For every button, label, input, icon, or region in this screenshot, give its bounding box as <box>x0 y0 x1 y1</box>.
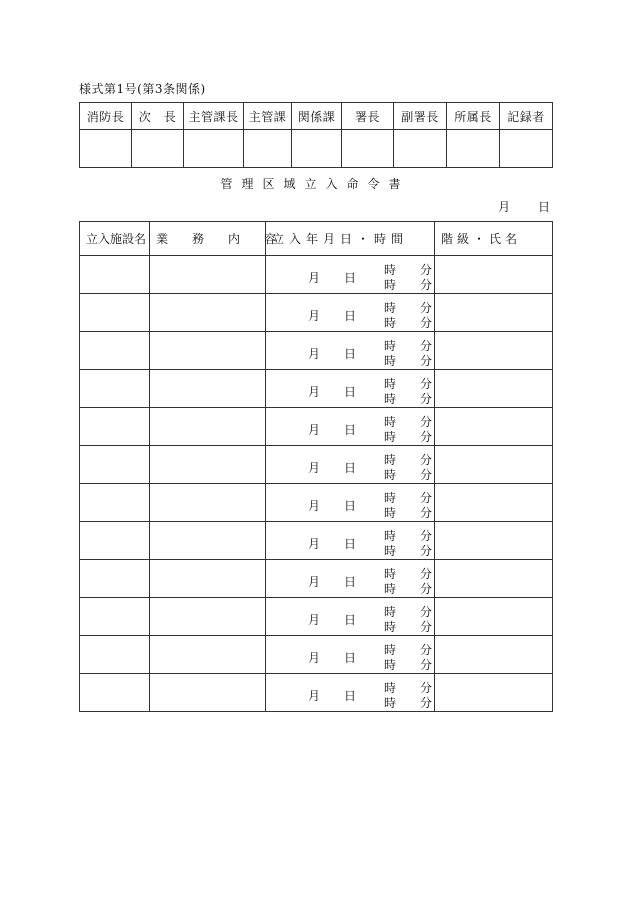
month-label: 月 <box>308 309 321 323</box>
header-facility: 立入施設名 <box>80 222 150 256</box>
end-minute-label: 分 <box>420 468 433 482</box>
month-label: 月 <box>308 499 321 513</box>
approval-header: 主管課長 <box>184 103 244 130</box>
entry-table <box>79 221 553 712</box>
table-row <box>80 598 553 636</box>
start-minute-label: 分 <box>420 301 433 315</box>
start-minute-label: 分 <box>420 643 433 657</box>
datetime-cell[interactable] <box>266 332 435 370</box>
rank-name-cell[interactable] <box>435 446 553 484</box>
work-cell[interactable] <box>150 294 266 332</box>
start-hour-label: 時 <box>384 681 397 695</box>
rank-name-cell[interactable] <box>435 256 553 294</box>
start-hour-label: 時 <box>384 453 397 467</box>
approval-header: 副署長 <box>394 103 447 130</box>
approval-table <box>79 102 553 168</box>
datetime-cell[interactable] <box>266 256 435 294</box>
start-minute-label: 分 <box>420 491 433 505</box>
end-minute-label: 分 <box>420 620 433 634</box>
work-cell[interactable] <box>150 484 266 522</box>
approval-header: 関係課 <box>292 103 342 130</box>
datetime-cell[interactable] <box>266 560 435 598</box>
table-row <box>80 294 553 332</box>
start-minute-label: 分 <box>420 567 433 581</box>
rank-name-cell[interactable] <box>435 294 553 332</box>
facility-cell[interactable] <box>80 522 150 560</box>
end-minute-label: 分 <box>420 582 433 596</box>
start-minute-label: 分 <box>420 681 433 695</box>
end-minute-label: 分 <box>420 354 433 368</box>
start-minute-label: 分 <box>420 339 433 353</box>
end-minute-label: 分 <box>420 658 433 672</box>
stamp-cell[interactable] <box>184 130 244 168</box>
issue-date <box>474 198 550 215</box>
table-row <box>80 446 553 484</box>
approval-header: 署長 <box>342 103 394 130</box>
month-label: 月 <box>308 651 321 665</box>
end-hour-label: 時 <box>384 696 397 710</box>
month-label: 月 <box>308 347 321 361</box>
stamp-cell[interactable] <box>394 130 447 168</box>
start-hour-label: 時 <box>384 605 397 619</box>
facility-cell[interactable] <box>80 484 150 522</box>
start-hour-label: 時 <box>384 643 397 657</box>
day-label: 日 <box>344 309 357 323</box>
stamp-cell[interactable] <box>292 130 342 168</box>
approval-header: 記録者 <box>500 103 553 130</box>
end-minute-label: 分 <box>420 506 433 520</box>
month-label: 月 <box>308 537 321 551</box>
work-cell[interactable] <box>150 636 266 674</box>
table-row <box>80 256 553 294</box>
day-label: 日 <box>344 347 357 361</box>
end-minute-label: 分 <box>420 278 433 292</box>
approval-header-row <box>80 103 553 130</box>
day-label: 日 <box>344 613 357 627</box>
start-hour-label: 時 <box>384 491 397 505</box>
rank-name-cell[interactable] <box>435 636 553 674</box>
facility-cell[interactable] <box>80 446 150 484</box>
header-datetime: 立入年月日・時間 <box>266 222 435 256</box>
approval-header: 次 長 <box>132 103 184 130</box>
facility-cell[interactable] <box>80 598 150 636</box>
start-hour-label: 時 <box>384 567 397 581</box>
end-minute-label: 分 <box>420 696 433 710</box>
rank-name-cell[interactable] <box>435 408 553 446</box>
day-label: 日 <box>344 575 357 589</box>
work-cell[interactable] <box>150 408 266 446</box>
month-label: 月 <box>308 613 321 627</box>
work-cell[interactable] <box>150 370 266 408</box>
approval-header: 主管課 <box>244 103 292 130</box>
rank-name-cell[interactable] <box>435 598 553 636</box>
day-label: 日 <box>344 499 357 513</box>
month-label: 月 <box>308 271 321 285</box>
datetime-cell[interactable] <box>266 522 435 560</box>
rank-name-cell[interactable] <box>435 674 553 712</box>
rank-name-cell[interactable] <box>435 370 553 408</box>
month-label: 月 <box>308 575 321 589</box>
day-label: 日 <box>344 461 357 475</box>
end-hour-label: 時 <box>384 620 397 634</box>
approval-stamp-row <box>80 130 553 168</box>
day-label: 日 <box>344 537 357 551</box>
end-hour-label: 時 <box>384 392 397 406</box>
end-hour-label: 時 <box>384 316 397 330</box>
month-label: 月 <box>308 385 321 399</box>
stamp-cell[interactable] <box>342 130 394 168</box>
header-rank-name: 階級・氏名 <box>435 222 553 256</box>
table-row <box>80 370 553 408</box>
stamp-cell[interactable] <box>80 130 132 168</box>
start-minute-label: 分 <box>420 529 433 543</box>
end-hour-label: 時 <box>384 278 397 292</box>
stamp-cell[interactable] <box>500 130 553 168</box>
month-label: 月 <box>308 461 321 475</box>
end-minute-label: 分 <box>420 316 433 330</box>
start-hour-label: 時 <box>384 339 397 353</box>
work-cell[interactable] <box>150 674 266 712</box>
facility-cell[interactable] <box>80 674 150 712</box>
end-minute-label: 分 <box>420 430 433 444</box>
stamp-cell[interactable] <box>447 130 500 168</box>
facility-cell[interactable] <box>80 256 150 294</box>
end-hour-label: 時 <box>384 658 397 672</box>
start-minute-label: 分 <box>420 377 433 391</box>
datetime-cell[interactable] <box>266 484 435 522</box>
day-label: 日 <box>344 423 357 437</box>
work-cell[interactable] <box>150 522 266 560</box>
facility-cell[interactable] <box>80 636 150 674</box>
start-hour-label: 時 <box>384 415 397 429</box>
end-hour-label: 時 <box>384 506 397 520</box>
rank-name-cell[interactable] <box>435 484 553 522</box>
table-row <box>80 522 553 560</box>
end-hour-label: 時 <box>384 354 397 368</box>
start-hour-label: 時 <box>384 263 397 277</box>
issue-month: 月 <box>498 200 511 214</box>
facility-cell[interactable] <box>80 332 150 370</box>
rank-name-cell[interactable] <box>435 560 553 598</box>
form-label: 様式第1号(第3条関係) <box>79 82 206 96</box>
datetime-cell[interactable] <box>266 598 435 636</box>
document-title: 管理区域立入命令書 <box>220 177 410 191</box>
end-hour-label: 時 <box>384 468 397 482</box>
day-label: 日 <box>344 689 357 703</box>
work-cell[interactable] <box>150 598 266 636</box>
end-minute-label: 分 <box>420 392 433 406</box>
work-cell[interactable] <box>150 446 266 484</box>
datetime-cell[interactable] <box>266 294 435 332</box>
rank-name-cell[interactable] <box>435 332 553 370</box>
work-cell[interactable] <box>150 560 266 598</box>
rank-name-cell[interactable] <box>435 522 553 560</box>
table-row <box>80 560 553 598</box>
datetime-cell[interactable] <box>266 636 435 674</box>
table-row <box>80 484 553 522</box>
stamp-cell[interactable] <box>244 130 292 168</box>
start-hour-label: 時 <box>384 301 397 315</box>
stamp-cell[interactable] <box>132 130 184 168</box>
header-work: 業 務 内 容 <box>150 222 266 256</box>
datetime-cell[interactable] <box>266 408 435 446</box>
datetime-cell[interactable] <box>266 674 435 712</box>
facility-cell[interactable] <box>80 560 150 598</box>
end-hour-label: 時 <box>384 544 397 558</box>
table-row <box>80 674 553 712</box>
day-label: 日 <box>344 385 357 399</box>
facility-cell[interactable] <box>80 408 150 446</box>
start-hour-label: 時 <box>384 377 397 391</box>
month-label: 月 <box>308 689 321 703</box>
start-minute-label: 分 <box>420 453 433 467</box>
table-row <box>80 408 553 446</box>
issue-day: 日 <box>537 200 550 214</box>
facility-cell[interactable] <box>80 294 150 332</box>
day-label: 日 <box>344 651 357 665</box>
end-hour-label: 時 <box>384 430 397 444</box>
start-minute-label: 分 <box>420 263 433 277</box>
work-cell[interactable] <box>150 256 266 294</box>
entry-header-row <box>80 222 553 256</box>
month-label: 月 <box>308 423 321 437</box>
end-minute-label: 分 <box>420 544 433 558</box>
datetime-cell[interactable] <box>266 370 435 408</box>
end-hour-label: 時 <box>384 582 397 596</box>
start-minute-label: 分 <box>420 415 433 429</box>
day-label: 日 <box>344 271 357 285</box>
table-row <box>80 332 553 370</box>
table-row <box>80 636 553 674</box>
start-minute-label: 分 <box>420 605 433 619</box>
start-hour-label: 時 <box>384 529 397 543</box>
approval-header: 所属長 <box>447 103 500 130</box>
work-cell[interactable] <box>150 332 266 370</box>
facility-cell[interactable] <box>80 370 150 408</box>
approval-header: 消防長 <box>80 103 132 130</box>
datetime-cell[interactable] <box>266 446 435 484</box>
